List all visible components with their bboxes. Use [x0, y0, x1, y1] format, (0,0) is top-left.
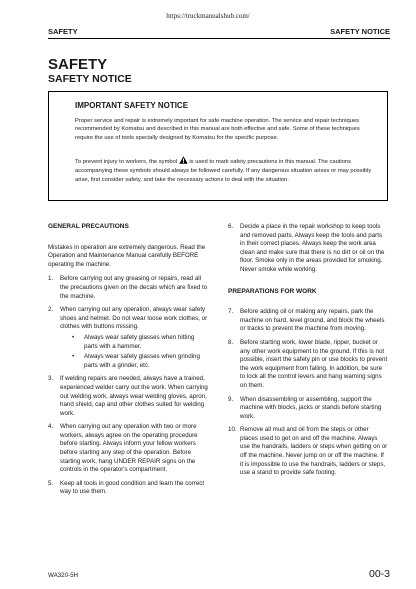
notice-paragraph-1: Proper service and repair is extremely important for safe machine operation. The service and repair techniques recommended by Komatsu and described in this manual are both effective and safe. Some of these techniques require the use of tools specially designed by Komatsu for the specific purpose.	[75, 118, 360, 141]
bullet-icon: •	[72, 353, 75, 361]
list-item: 4. When carrying out any operation with two or more workers, always agree on the operating procedure before starting. Always inform your fellow workers before starting any step of the operation. Before starting work, hang UNDER REPAIR signs on the controls in the operator's compartment.	[48, 423, 198, 474]
header-subsection: SAFETY NOTICE	[330, 27, 390, 36]
preparations-heading: PREPARATIONS FOR WORK	[228, 287, 317, 295]
bullet-item: • Always wear safety glasses when hitting parts with a hammer.	[72, 333, 195, 350]
safety-notice-box	[48, 91, 388, 201]
right-column	[228, 223, 388, 483]
list-item: 3. If welding repairs are needed, always have a trained, experienced welder carry out the work. When carrying out welding work, always wear welding gloves, apron, hand shield, cap and other clothes suited for welding work.	[48, 375, 208, 417]
list-item: 7. Before adding oil or making any repairs, park the machine on hard, level ground, and block the wheels or tracks to prevent the machine from moving.	[228, 308, 385, 333]
list-item: 2. When carrying out any operation, always wear safety shoes and helmet. Do not wear loose work clothes, or clothes with buttons missing. • Always wear safety glasses when hitting parts with a hammer. • Always wear safety glasses when grinding parts with a grinder, etc.	[48, 306, 208, 369]
page-number: 00-3	[368, 568, 390, 580]
notice-paragraph-2	[75, 156, 375, 184]
header-section: SAFETY	[48, 27, 78, 36]
list-item: 6. Decide a place in the repair workshop to keep tools and removed parts. Always keep the tools and parts in their correct places. Always keep the work area clean and make sure that there is no dirt or oil on the floor. Smoke only in the areas provided for smoking. Never smoke while working.	[228, 223, 385, 273]
list-item: 1. Before carrying out any greasing or repairs, read all the precautions given on the decals which are fixed to the machine.	[48, 275, 208, 300]
page-title: SAFETY	[48, 56, 108, 73]
list-item: 8. Before starting work, lower blade, ripper, bucket or any other work equipment to the ground. If this is not possible, insert the safety pin or use blocks to prevent the work equipment from falling. In addition, be sure to lock all the control levers and hang warning signs on them.	[228, 338, 388, 389]
left-column	[48, 223, 208, 502]
list-item: 10. Remove all mud and oil from the steps or other places used to get on and off the machine. Always use the handrails, ladders or steps when getting on or off the machine. Never jump on or off the machine. If it is impossible to use the handrails, ladders or steps, use a stand to provide safe footing.	[228, 426, 388, 477]
page-subtitle: SAFETY NOTICE	[48, 73, 132, 85]
list-item: 5. Keep all tools in good condition and learn the correct way to use them.	[48, 479, 205, 496]
bullet-item: • Always wear safety glasses when grinding parts with a grinder, etc.	[72, 353, 200, 369]
general-precautions-heading: GENERAL PRECAUTIONS	[48, 223, 129, 230]
general-intro: Mistakes in operation are extremely dangerous. Read the Operation and Maintenance Manual carefully BEFORE operating the machine.	[48, 243, 206, 268]
running-header	[48, 26, 390, 39]
bullet-icon: •	[72, 333, 75, 341]
list-item: 9. When disassembling or assembling, support the machine with blocks, jacks or stands before starting work.	[228, 395, 382, 420]
notice-heading: IMPORTANT SAFETY NOTICE	[75, 101, 189, 110]
source-url[interactable]: https://truckmanualshub.com/	[166, 12, 250, 20]
notice-text-after: is used to mark safety precautions in this manual. The cautions accompanying these symbols should always be followed carefully. If any dangerous situation arises or may possibly arise, first consider safety, and take the necessary actions to deal with the situation.	[75, 159, 372, 183]
warning-triangle-icon	[179, 156, 188, 167]
footer-model: WA320-5H	[48, 572, 79, 579]
notice-text-before: To prevent injury to workers, the symbol	[75, 159, 178, 165]
